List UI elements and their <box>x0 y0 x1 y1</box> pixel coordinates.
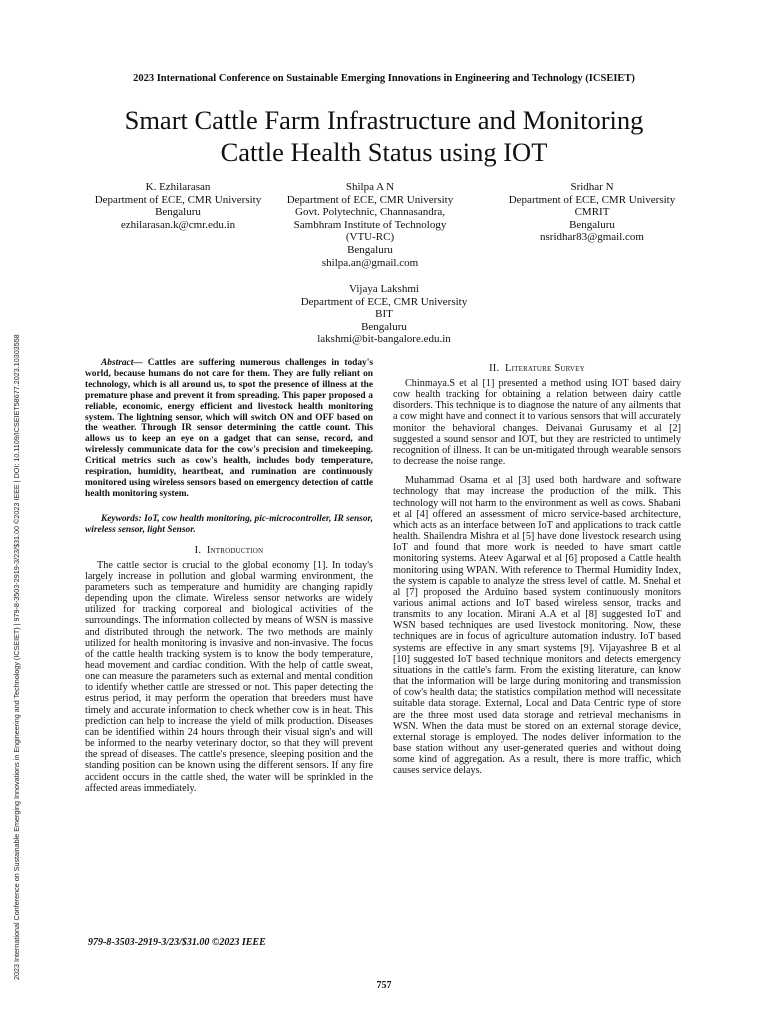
title-line-2: Cattle Health Status using IOT <box>220 137 548 167</box>
author-block-4 <box>284 283 484 346</box>
abstract-text: Cattles are suffering numerous challenges in today's world, because humans do not care for them. They are fully reliant on technology, which is all around us, to spot the presence of illness at the premature phase and prevent it from spreading. This paper proposed a reliable, economic, energy efficient and livestock health monitoring system. The lightning sensor, which will switch ON and OFF based on the weather. Through IR sensor determining the cattle count. This allows us to keep an eye on a gadget that can sense, record, and wirelessly communicate data for the cow's precision and timekeeping. Critical metrics such as cow's health, includes body temperature, respiration, humidity, heartbeat, and rumination are continuously monitored using wireless sensors based on emergency detection of cattle health monitoring system. <box>85 358 373 499</box>
author-name: Sridhar N <box>570 181 614 193</box>
section-title: Literature Survey <box>504 363 585 374</box>
keywords-text: IoT, cow health monitoring, pic-microcontroller, IR sensor, wireless sensor, light Sensor. <box>85 513 373 535</box>
author-email: ezhilarasan.k@cmr.edu.in <box>120 218 236 231</box>
section-heading-introduction <box>85 545 373 556</box>
author-city: Bengaluru <box>361 320 407 333</box>
doi-side-text: 2023 International Conference on Sustainable Emerging Innovations in Engineering and Technology (ICSEIET) | 979-8-3503-2919-3/23/$31.00 ©2023 IEEE | DOI: 10.1109/ICSEIET58677.2023.10303558 <box>12 334 21 980</box>
author-affiliation: Sambhram Institute of Technology <box>293 218 447 231</box>
page-number: 757 <box>376 980 392 991</box>
literature-paragraph-1: Chinmaya.S et al [1] presented a method using IOT based dairy cow health tracking for obtaining a relation between dairy cattle disorders. This technique is to diagnose the nature of any ailments that a cow might have and connect it to various sensors that will accurately monitor the behavioral changes. Deivanai Gurusamy et al [2] suggested a sound sensor and IOT, but they are restricted to untimely recognition of illness. It can be un-mitigated through wearable sensors to decrease the noise range. <box>393 378 681 468</box>
author-city: Bengaluru <box>347 243 393 256</box>
title-line-1: Smart Cattle Farm Infrastructure and Monitoring <box>124 105 644 135</box>
author-affiliation: BIT <box>375 308 393 321</box>
section-heading-literature-survey <box>393 363 681 374</box>
conference-header: 2023 International Conference on Sustainable Emerging Innovations in Engineering and Technology (ICSEIET) <box>133 73 635 84</box>
author-block-1 <box>78 181 278 231</box>
abstract-label: Abstract— <box>101 358 143 368</box>
author-block-2 <box>270 181 470 269</box>
section-numeral: II. <box>489 363 500 374</box>
paper-title <box>70 104 698 168</box>
author-affiliation: CMRIT <box>574 206 610 219</box>
author-affiliation: Govt. Polytechnic, Channasandra, <box>295 206 445 219</box>
author-email: lakshmi@bit-bangalore.edu.in <box>317 333 451 346</box>
author-email: nsridhar83@gmail.com <box>540 231 644 244</box>
author-name: K. Ezhilarasan <box>145 181 211 193</box>
section-title: Introduction <box>206 544 264 556</box>
author-city: Bengaluru <box>155 206 201 219</box>
doi-side-strip <box>12 160 24 980</box>
copyright-line: 979-8-3503-2919-3/23/$31.00 ©2023 IEEE <box>88 937 266 948</box>
keywords-label: Keywords: <box>101 513 142 524</box>
author-email: shilpa.an@gmail.com <box>321 256 419 269</box>
right-column <box>393 358 681 776</box>
keywords <box>85 514 373 536</box>
introduction-paragraph: The cattle sector is crucial to the global economy [1]. In today's largely increase in pollution and global warming environment, the parameters such as temperature and humidity are changing rapidly depending upon the climate. Wireless sensor networks are widely utilized for tracking corporeal and biological activities of the surroundings. The information collected by means of WSN is massive and distributed through the network. The two methods are mainly utilized for health monitoring is invasive and non-invasive. The focus of the cattle health tracking system is to know the body temperature, head movement and cardiac condition. With the help of cattle sweat, one can measure the parameters such as external and mental condition to identify whether cattle are stressed or not. This paper detecting the estrus period, it may perform the operation that breeders must have timely and accurate information to check whether cow is in heat. This prediction can help to increase the yield of milk production. Diseases can be identified within 24 hours through their visual sign's and will be informed to the nearby veterinary doctor, so that they will prevent the spread of diseases. The cattle's presence, sleeping position and the standing position can be known using the different sensors. If any fire accident occurs in the cattle shed, the water will be sprinkled in the affected areas immediately. <box>85 559 373 794</box>
author-name: Vijaya Lakshmi <box>349 283 419 295</box>
author-city: Bengaluru <box>569 218 615 231</box>
author-affiliation: Department of ECE, CMR University <box>286 193 454 206</box>
author-name: Shilpa A N <box>345 181 395 193</box>
abstract <box>85 358 373 500</box>
section-numeral: I. <box>194 544 202 556</box>
author-block-3 <box>492 181 692 244</box>
literature-paragraph-2: Muhammad Osama et al [3] used both hardware and software technology that may increase the production of the milk. This technology will not harm to the environment as well as cows. Shabani et al [4] offered an assessment of micro service-based architecture, which acts as an interface between IoT and applications to track cattle health. Shailendra Mishra et al [5] have done livestock research using IoT and found that more work is needed to have smart cattle monitoring systems. Ateev Agarwal et al [6] proposed a Cattle health monitoring using WPAN. With reference to Thermal Humidity Index, the system is capable to analyze the stress level of cattle. M. Snehal et al [7] proposed the Arduino based system continuously monitors various animal actions and IoT based wireless sensor, tracks and transmits to any location. Mirani A.A et al [8] suggested IoT and WSN based techniques are used livestock monitoring. Now, these techniques are in focus of agriculture automation industry. IoT based systems are effective in any smart systems [9]. Vijayashree B et al [10] suggested IoT based technique monitors and detects emergency situations in the cattle's farm. From the existing literature, can know that the information will be large during monitoring and transmission of cow's health data; the statistics compilation method will necessitate suitable data storage. External, Local and Data Centric type of store are the three most used data storage and retrieval mechanisms in WSN. When the data must be stored on an external storage device, external storage is employed. The nodes deliver information to the base station without any user-generated queries and without doing some kind of aggregation. As a result, there is more traffic, which causes service delays. <box>393 475 681 777</box>
left-column <box>85 358 373 794</box>
author-affiliation: Department of ECE, CMR University <box>94 193 262 206</box>
author-affiliation: Department of ECE, CMR University <box>300 295 468 308</box>
author-affiliation: Department of ECE, CMR University <box>508 193 676 206</box>
author-affiliation: (VTU-RC) <box>345 231 395 244</box>
